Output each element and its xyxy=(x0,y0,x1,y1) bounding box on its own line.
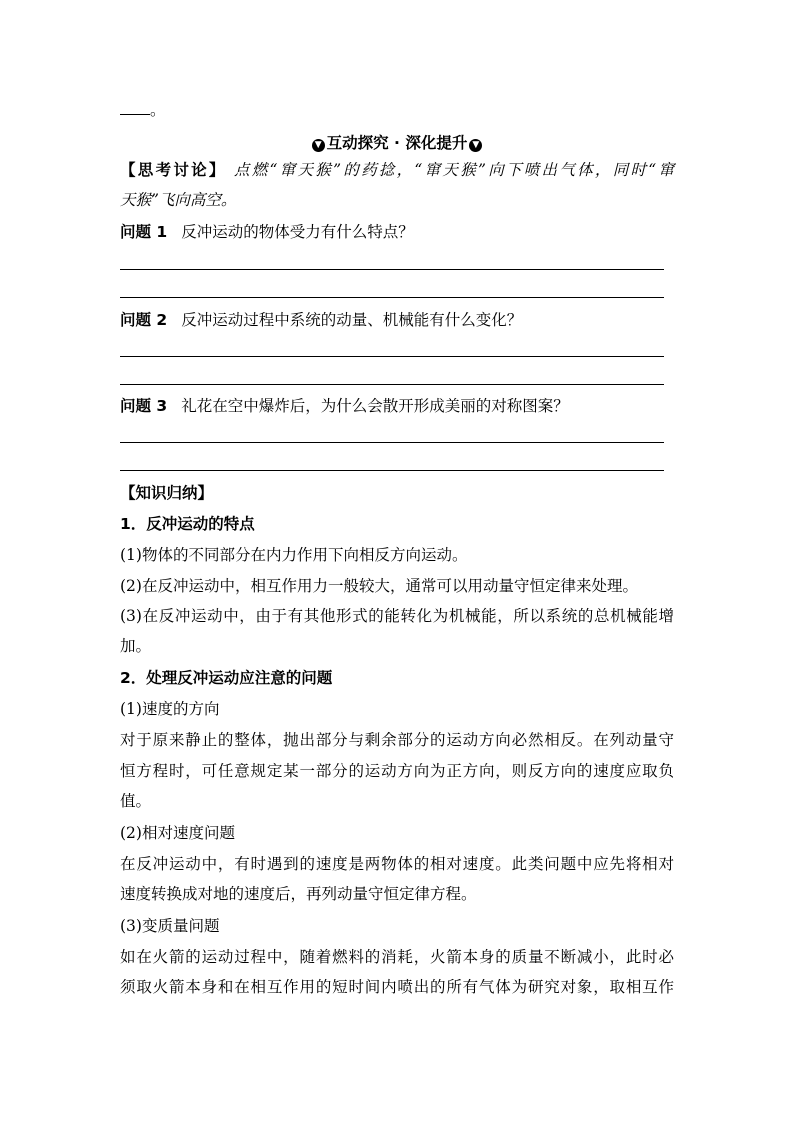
answer-line[interactable] xyxy=(120,269,664,270)
knowledge-p2: (2)在反冲运动中，相互作用力一般较大，通常可以用动量守恒定律来处理。 xyxy=(120,577,638,595)
discussion-text-1: 点燃“窜天猴”的药捻，“窜天猴”向下喷出气体，同时“窜 xyxy=(233,161,674,179)
knowledge-heading-1: 1．反冲运动的特点 xyxy=(120,515,255,533)
answer-line[interactable] xyxy=(120,470,664,471)
question-2 xyxy=(120,310,522,330)
answer-line[interactable] xyxy=(120,442,664,443)
discussion-line-1 xyxy=(120,160,674,180)
subsection-2-line2: 速度转换成对地的速度后，再列动量守恒定律方程。 xyxy=(120,885,477,903)
subsection-1-line3: 值。 xyxy=(120,792,152,810)
subsection-3-line1: 如在火箭的运动过程中，随着燃料的消耗，火箭本身的质量不断减小，此时必 xyxy=(120,948,674,966)
subsection-1-line1: 对于原来静止的整体，抛出部分与剩余部分的运动方向必然相反。在列动量守 xyxy=(120,731,674,749)
question-1 xyxy=(120,222,414,242)
answer-line[interactable] xyxy=(120,356,664,357)
question-3-text: 礼花在空中爆炸后，为什么会散开形成美丽的对称图案？ xyxy=(181,397,569,415)
chevron-down-icon: ▼ xyxy=(469,139,482,152)
knowledge-heading-2: 2．处理反冲运动应注意的问题 xyxy=(120,669,333,687)
discussion-text-2: 天猴”飞向高空。 xyxy=(120,191,237,209)
subsection-3-title: (3)变质量问题 xyxy=(120,917,220,935)
subsection-1-title: (1)速度的方向 xyxy=(120,700,220,718)
chevron-down-icon: ▼ xyxy=(312,139,325,152)
question-2-label: 问题 2 xyxy=(120,311,168,329)
subsection-2-title: (2)相对速度问题 xyxy=(120,824,235,842)
answer-line[interactable] xyxy=(120,384,664,385)
question-1-text: 反冲运动的物体受力有什么特点？ xyxy=(181,223,414,241)
question-1-label: 问题 1 xyxy=(120,223,168,241)
knowledge-p3-line1: (3)在反冲运动中，由于有其他形式的能转化为机械能，所以系统的总机械能增 xyxy=(120,607,674,625)
question-3 xyxy=(120,396,569,416)
discussion-label: 【思考讨论】 xyxy=(120,161,227,179)
question-3-label: 问题 3 xyxy=(120,397,168,415)
knowledge-p3-line2: 加。 xyxy=(120,637,152,655)
answer-line[interactable] xyxy=(120,297,664,298)
section-title xyxy=(0,133,794,153)
subsection-3-line2: 须取火箭本身和在相互作用的短时间内喷出的所有气体为研究对象，取相互作 xyxy=(120,978,674,996)
discussion-line-2 xyxy=(120,190,236,210)
knowledge-label: 【知识归纳】 xyxy=(120,484,214,502)
subsection-1-line2: 恒方程时，可任意规定某一部分的运动方向为正方向，则反方向的速度应取负 xyxy=(120,762,674,780)
blank-underline xyxy=(120,102,150,115)
subsection-2-line1: 在反冲运动中，有时遇到的速度是两物体的相对速度。此类问题中应先将相对 xyxy=(120,855,674,873)
knowledge-p1: (1)物体的不同部分在内力作用下向相反方向运动。 xyxy=(120,546,468,564)
fill-blank-fragment xyxy=(120,100,166,120)
fragment-punctuation: 。 xyxy=(150,101,166,119)
question-2-text: 反冲运动过程中系统的动量、机械能有什么变化？ xyxy=(181,311,523,329)
section-title-text: 互动探究 · 深化提升 xyxy=(326,134,468,152)
